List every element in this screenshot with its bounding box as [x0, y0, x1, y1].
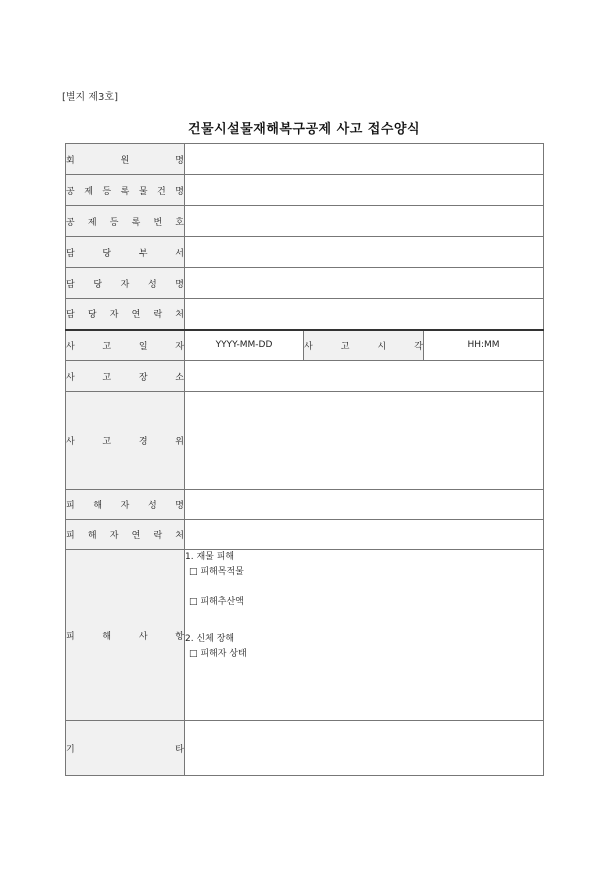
damage-checkbox-estimate[interactable]: □ 피해추산액: [189, 597, 244, 607]
row-insured-property: [66, 175, 544, 206]
label-victim-name: 피 해 자 성 명: [66, 490, 185, 520]
row-other: [66, 721, 544, 776]
damage-checkbox-target[interactable]: □ 피해목적물: [189, 567, 244, 577]
label-damage: 피 해 사 항: [66, 550, 185, 721]
victim-name-field[interactable]: [185, 490, 544, 520]
label-department: 담 당 부 서: [66, 237, 185, 268]
label-victim-contact: 피 해 자 연 락 처: [66, 520, 185, 550]
manager-name-field[interactable]: [185, 268, 544, 299]
label-other: 기 타: [66, 721, 185, 776]
row-registration-no: [66, 206, 544, 237]
label-insured-property: 공 제 등 록 물 건 명: [66, 175, 185, 206]
other-field[interactable]: [185, 721, 544, 776]
accident-details-field[interactable]: [185, 392, 544, 490]
department-field[interactable]: [185, 237, 544, 268]
manager-contact-field[interactable]: [185, 299, 544, 330]
damage-section-bodily: 2. 신체 장해: [185, 634, 235, 644]
accident-place-field[interactable]: [185, 361, 544, 392]
victim-contact-field[interactable]: [185, 520, 544, 550]
row-accident-details: [66, 392, 544, 490]
label-manager-name: 담 당 자 성 명: [66, 268, 185, 299]
label-member-name: 회 원 명: [66, 144, 185, 175]
row-accident-datetime: [66, 330, 544, 361]
label-accident-date: 사 고 일 자: [66, 330, 185, 361]
form-number: [별지 제3호]: [62, 92, 118, 103]
member-name-field[interactable]: [185, 144, 544, 175]
row-damage: [66, 550, 544, 721]
label-registration-no: 공 제 등 록 번 호: [66, 206, 185, 237]
row-department: [66, 237, 544, 268]
accident-report-form: [65, 143, 544, 776]
label-accident-time: 사 고 시 각: [304, 330, 424, 361]
row-manager-contact: [66, 299, 544, 330]
row-victim-contact: [66, 520, 544, 550]
label-manager-contact: 담 당 자 연 락 처: [66, 299, 185, 330]
insured-property-field[interactable]: [185, 175, 544, 206]
row-victim-name: [66, 490, 544, 520]
damage-section-property: 1. 재물 피해: [185, 552, 235, 562]
damage-details[interactable]: [185, 550, 544, 721]
accident-date-field[interactable]: YYYY-MM-DD: [185, 330, 304, 361]
label-accident-place: 사 고 장 소: [66, 361, 185, 392]
accident-time-field[interactable]: HH:MM: [424, 330, 544, 361]
registration-no-field[interactable]: [185, 206, 544, 237]
label-accident-details: 사 고 경 위: [66, 392, 185, 490]
row-manager-name: [66, 268, 544, 299]
row-accident-place: [66, 361, 544, 392]
damage-checkbox-victim-status[interactable]: □ 피해자 상태: [189, 649, 247, 659]
form-title: 건물시설물재해복구공제 사고 접수양식: [187, 122, 421, 137]
row-member-name: [66, 144, 544, 175]
